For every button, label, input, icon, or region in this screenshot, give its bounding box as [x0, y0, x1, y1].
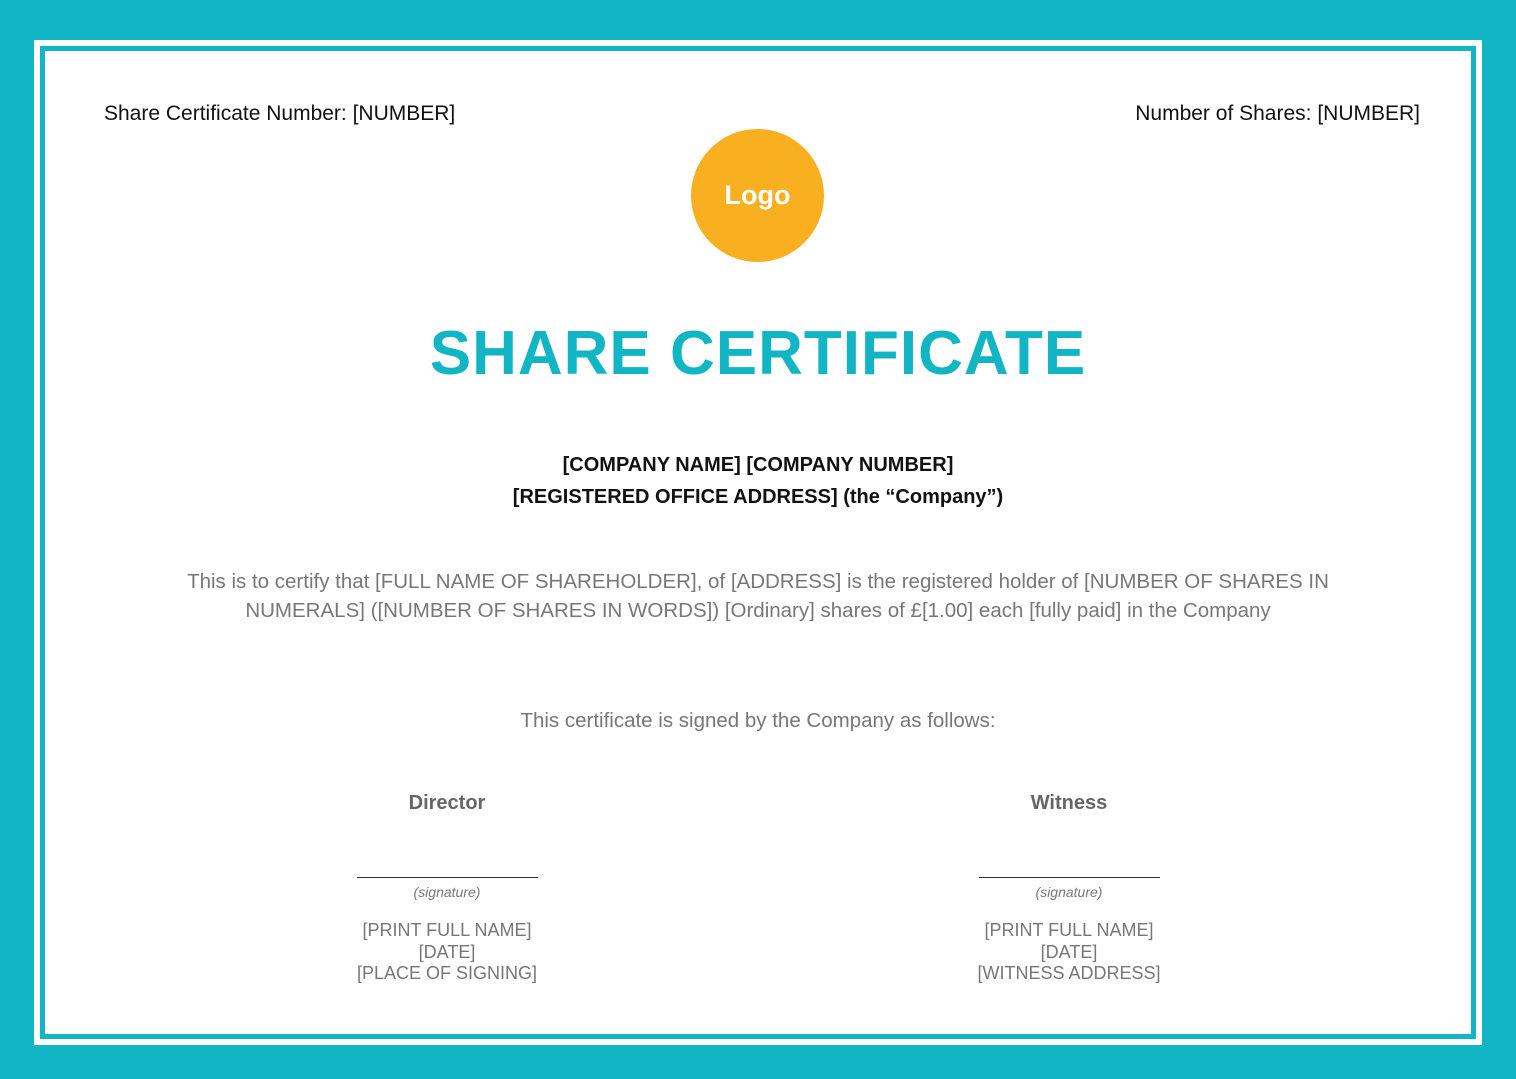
witness-print-name: [PRINT FULL NAME]	[984, 920, 1154, 940]
certification-line-1: This is to certify that [FULL NAME OF SHAREHOLDER], of [ADDRESS] is the registered holder of [NUMBER OF SHARES IN	[187, 570, 1329, 593]
logo-badge	[691, 129, 824, 262]
certificate-number: Share Certificate Number: [NUMBER]	[104, 102, 456, 125]
director-signature-caption: (signature)	[413, 884, 481, 900]
company-details	[34, 449, 1482, 513]
director-date: [DATE]	[418, 941, 476, 962]
company-name-number: [COMPANY NAME] [COMPANY NUMBER]	[562, 454, 954, 476]
logo-label: Logo	[724, 180, 791, 210]
witness-signature-caption: (signature)	[1035, 884, 1103, 900]
certification-line-2: NUMERALS] ([NUMBER OF SHARES IN WORDS]) [Ordinary] shares of £[1.00] each [fully paid] in the Company	[245, 599, 1271, 622]
certificate-page	[34, 40, 1482, 1045]
witness-details	[939, 920, 1199, 985]
director-signature-block	[317, 792, 577, 985]
signing-intro: This certificate is signed by the Company as follows:	[520, 709, 996, 732]
director-details	[317, 920, 577, 985]
certificate-title: SHARE CERTIFICATE	[429, 319, 1087, 388]
director-place: [PLACE OF SIGNING]	[356, 963, 538, 983]
director-signature-line	[357, 877, 538, 878]
number-of-shares: Number of Shares: [NUMBER]	[1135, 102, 1420, 125]
witness-heading: Witness	[1030, 792, 1108, 814]
certification-statement	[134, 567, 1382, 625]
witness-address: [WITNESS ADDRESS]	[977, 963, 1161, 983]
witness-date: [DATE]	[1040, 941, 1098, 962]
witness-signature-line	[979, 877, 1160, 878]
director-print-name: [PRINT FULL NAME]	[362, 920, 532, 940]
company-registered-address: [REGISTERED OFFICE ADDRESS] (the “Company”)	[512, 486, 1004, 508]
witness-signature-block	[939, 792, 1199, 985]
director-heading: Director	[408, 792, 486, 814]
